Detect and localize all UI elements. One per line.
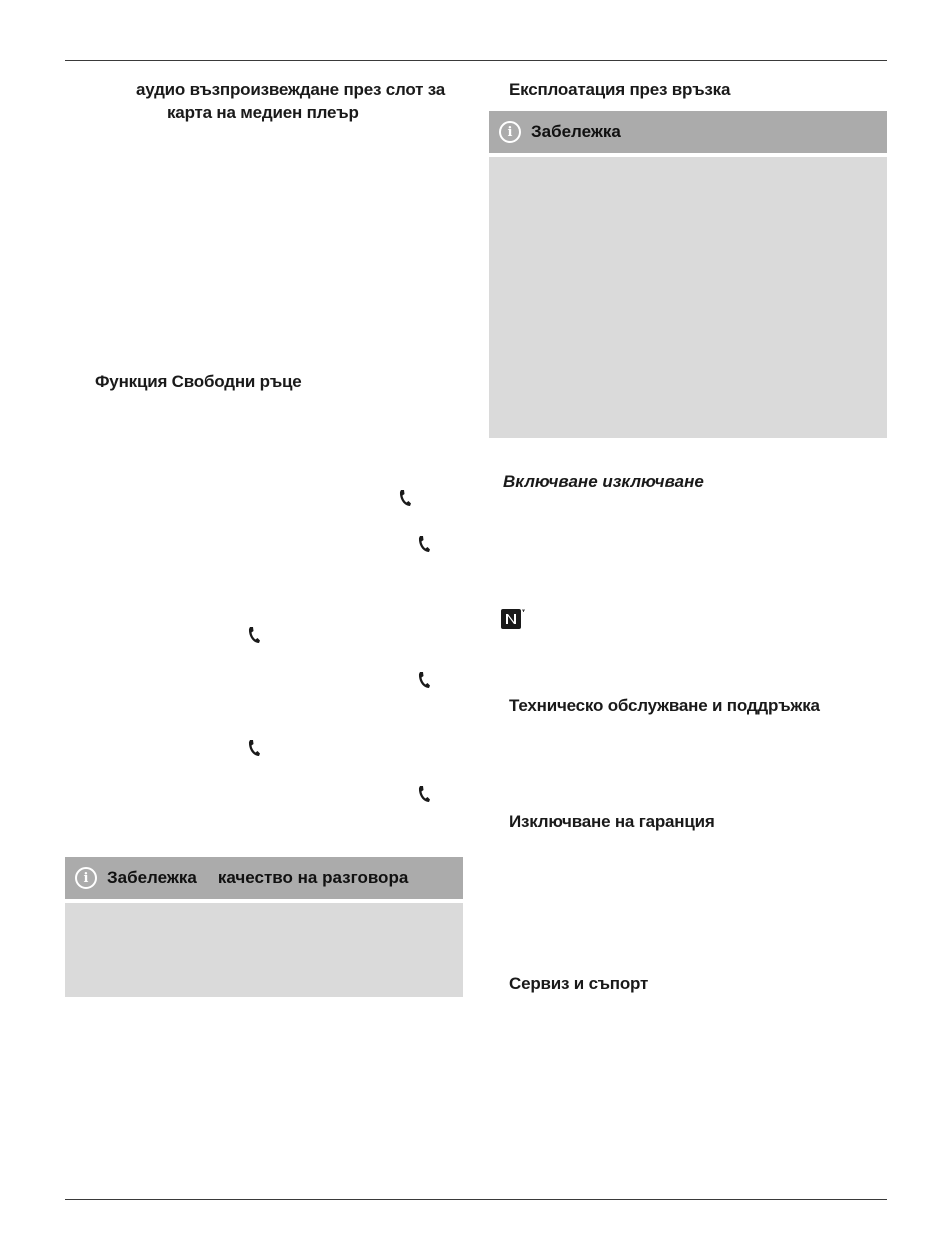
info-icon: i [499,121,521,143]
note-quality-body [65,903,463,997]
phone-icon [247,739,261,757]
note-quality-label: Забележка [107,868,197,887]
note-quality-title: качество на разговора [217,868,409,887]
phone-icon [417,671,431,689]
note-header [489,111,887,153]
heading-nfc-operation: Експлоатация през връзка [509,80,731,99]
nfc-icon [501,609,525,629]
note-label: Забележка [531,122,621,141]
note-quality-header [65,857,463,899]
heading-audio-line1: аудио възпроизвеждане през слот за [136,80,446,99]
heading-handsfree: Функция Свободни ръце [95,372,302,391]
heading-audio-line2: карта на медиен плеър [167,103,359,122]
heading-on-off: Включване изключване [503,472,704,491]
phone-icon [247,626,261,644]
top-rule [65,60,887,61]
phone-icon [398,489,412,507]
bottom-rule [65,1199,887,1200]
phone-icon [417,535,431,553]
info-icon: i [75,867,97,889]
phone-icon [417,785,431,803]
heading-service: Сервиз и съпорт [509,974,649,993]
heading-warranty: Изключване на гаранция [509,812,715,831]
heading-maintenance: Техническо обслужване и поддръжка [509,696,820,715]
note-body [489,157,887,438]
